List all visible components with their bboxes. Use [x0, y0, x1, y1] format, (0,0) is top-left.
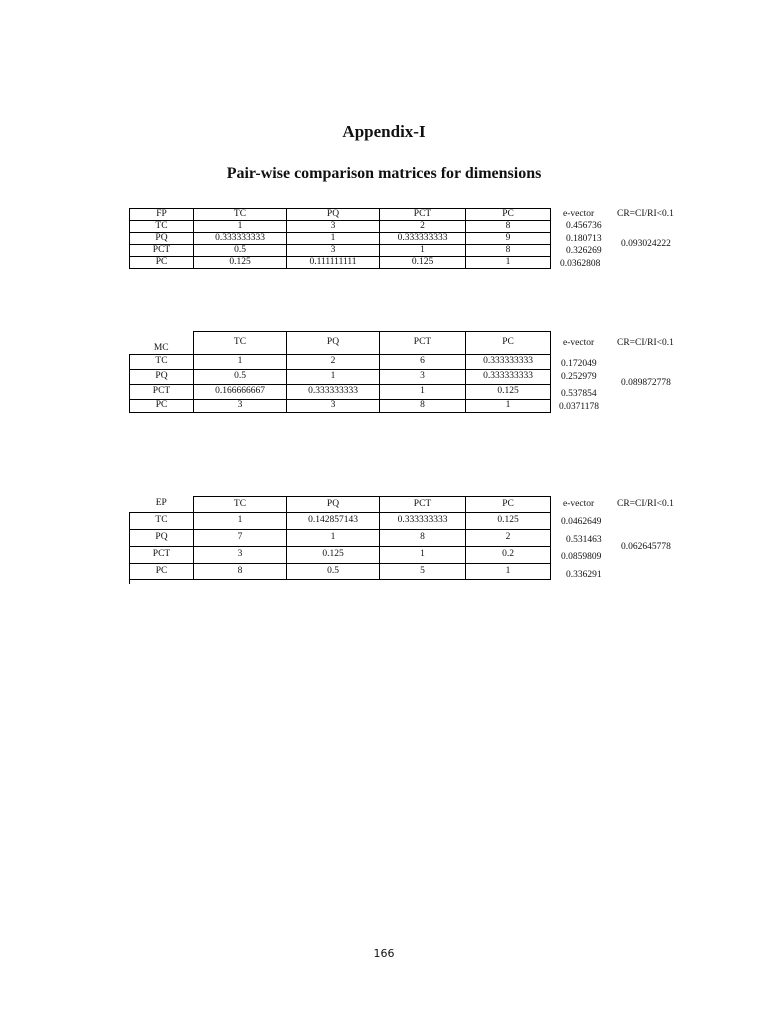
table-row: [130, 257, 551, 269]
comparison-table: [129, 496, 551, 580]
column-header: TC: [194, 332, 287, 355]
row-label: TC: [130, 513, 194, 530]
column-header: PC: [466, 332, 551, 355]
table-row: [130, 530, 551, 547]
cr-value: 0.062645778: [621, 542, 671, 552]
table-cell: 8: [194, 564, 287, 580]
table-cell: 3: [287, 221, 380, 233]
table-row: [130, 355, 551, 370]
table-cell: 0.333333333: [380, 513, 466, 530]
table-row: [130, 385, 551, 400]
column-header: PQ: [287, 332, 380, 355]
table-cell: 1: [466, 257, 551, 269]
comparison-table: [129, 331, 551, 413]
header-row: [130, 332, 551, 355]
header-row: [130, 209, 551, 221]
table-cell: 1: [380, 385, 466, 400]
table-cell: 0.166666667: [194, 385, 287, 400]
table-cell: 0.125: [194, 257, 287, 269]
table-cell: 8: [380, 400, 466, 413]
table-row: [130, 513, 551, 530]
table-row: [130, 547, 551, 564]
row-label: PCT: [130, 547, 194, 564]
table-cell: 8: [466, 245, 551, 257]
row-label: TC: [130, 221, 194, 233]
evector-value: 0.336291: [566, 570, 602, 580]
table-cell: 9: [466, 233, 551, 245]
table-cell: 0.125: [287, 547, 380, 564]
column-header: PCT: [380, 332, 466, 355]
cr-label: CR=CI/RI<0.1: [617, 338, 674, 348]
evector-value: 0.531463: [566, 535, 602, 545]
table-cell: 1: [287, 530, 380, 547]
matrix-label: EP: [155, 498, 167, 508]
header-row: [130, 497, 551, 513]
table-cell: 0.111111111: [287, 257, 380, 269]
table-cell: 0.5: [194, 245, 287, 257]
evector-value: 0.0371178: [559, 402, 600, 412]
table-cell: 0.142857143: [287, 513, 380, 530]
evector-value: 0.0362808: [560, 259, 601, 269]
table-cell: 0.125: [466, 385, 551, 400]
column-header: PCT: [380, 497, 466, 513]
table-cell: 6: [380, 355, 466, 370]
table-row: [130, 370, 551, 385]
table-cell: 1: [466, 564, 551, 580]
evector-value: 0.456736: [566, 221, 602, 231]
table-cell: 1: [194, 221, 287, 233]
evector-value: 0.326269: [566, 246, 602, 256]
table-cell: 3: [287, 400, 380, 413]
page-subtitle: Pair-wise comparison matrices for dimensions: [226, 165, 542, 182]
table-cell: 5: [380, 564, 466, 580]
table-cell: 8: [466, 221, 551, 233]
evector-label: e-vector: [563, 209, 595, 219]
table-row: [130, 233, 551, 245]
table-cell: 1: [194, 355, 287, 370]
column-header: PC: [466, 497, 551, 513]
table-cell: 1: [466, 400, 551, 413]
matrix-label: FP: [130, 209, 194, 221]
comparison-table: [129, 208, 551, 269]
column-header: TC: [194, 209, 287, 221]
row-label: PC: [130, 257, 194, 269]
table-cell: 1: [287, 233, 380, 245]
row-label: TC: [130, 355, 194, 370]
table-cell: 7: [194, 530, 287, 547]
table-cell: 0.333333333: [466, 355, 551, 370]
matrix-label: MC: [153, 342, 169, 353]
table-cell: 0.5: [287, 564, 380, 580]
cr-value: 0.093024222: [621, 239, 671, 249]
column-header: PCT: [380, 209, 466, 221]
evector-value: 0.0462649: [561, 517, 602, 527]
column-header: PQ: [287, 209, 380, 221]
cr-value: 0.089872778: [621, 378, 671, 388]
table-cell: 0.333333333: [287, 385, 380, 400]
table-cell: 0.125: [466, 513, 551, 530]
table-row: [130, 245, 551, 257]
table-cell: 0.333333333: [466, 370, 551, 385]
appendix-title: Appendix-I: [342, 122, 426, 141]
evector-value: 0.537854: [561, 389, 597, 399]
table-cell: 1: [194, 513, 287, 530]
table-cell: 3: [194, 547, 287, 564]
table-cell: 2: [380, 221, 466, 233]
page-number: 166: [373, 947, 395, 960]
row-label: PC: [130, 564, 194, 580]
table-edge-mark: [129, 577, 130, 584]
column-header: PC: [466, 209, 551, 221]
table-cell: 3: [194, 400, 287, 413]
row-label: PCT: [130, 385, 194, 400]
table-cell: 8: [380, 530, 466, 547]
evector-value: 0.252979: [561, 372, 597, 382]
row-label: PQ: [130, 370, 194, 385]
table-cell: 0.333333333: [380, 233, 466, 245]
table-cell: 2: [287, 355, 380, 370]
table-row: [130, 400, 551, 413]
table-cell: 1: [380, 245, 466, 257]
table-cell: 0.5: [194, 370, 287, 385]
row-label: PQ: [130, 233, 194, 245]
table-row: [130, 564, 551, 580]
table-cell: 0.125: [380, 257, 466, 269]
table-cell: 0.2: [466, 547, 551, 564]
table-row: [130, 221, 551, 233]
table-cell: 1: [287, 370, 380, 385]
cr-label: CR=CI/RI<0.1: [617, 209, 674, 219]
cr-label: CR=CI/RI<0.1: [617, 499, 674, 509]
row-label: PQ: [130, 530, 194, 547]
table-cell: 1: [380, 547, 466, 564]
column-header: PQ: [287, 497, 380, 513]
column-header: TC: [194, 497, 287, 513]
table-cell: 0.333333333: [194, 233, 287, 245]
evector-value: 0.172049: [561, 359, 597, 369]
row-label: PCT: [130, 245, 194, 257]
table-cell: 3: [380, 370, 466, 385]
evector-value: 0.180713: [566, 234, 602, 244]
evector-value: 0.0859809: [561, 552, 602, 562]
row-label: PC: [130, 400, 194, 413]
table-cell: 2: [466, 530, 551, 547]
evector-label: e-vector: [563, 338, 595, 348]
evector-label: e-vector: [563, 499, 595, 509]
table-cell: 3: [287, 245, 380, 257]
